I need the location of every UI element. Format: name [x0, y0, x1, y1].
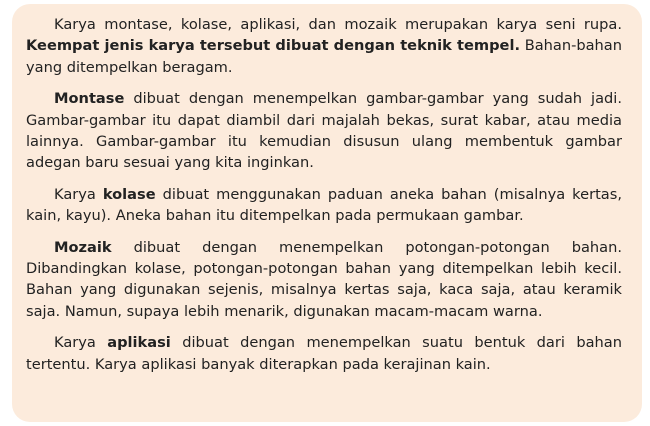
term-mozaik: Mozaik — [54, 238, 112, 256]
aplikasi-prefix: Karya — [54, 334, 108, 352]
info-card — [12, 4, 642, 422]
intro-text-2: Bahan-bahan yang ditempelkan beragam. — [26, 37, 623, 76]
paragraph-aplikasi — [26, 332, 622, 375]
mozaik-description: dibuat dengan menempelkan potongan-potongan bahan. Dibandingkan kolase, potongan-potongan bahan yang ditempelkan lebih kecil. Bahan yang digunakan sejenis, misalnya kertas saja, kaca saja, atau keramik saja. Namun, supaya lebih menarik, digunakan macam-macam warna. — [26, 238, 622, 320]
term-montase: Montase — [54, 90, 125, 108]
paragraph-intro — [26, 14, 622, 78]
term-kolase: kolase — [102, 185, 156, 203]
term-aplikasi: aplikasi — [107, 334, 171, 352]
intro-emphasis: Keempat jenis karya tersebut dibuat dengan teknik tempel. — [26, 37, 520, 55]
aplikasi-description: dibuat dengan menempelkan suatu bentuk dari bahan tertentu. Karya aplikasi banyak diterapkan pada kerajinan kain. — [26, 334, 622, 373]
paragraph-montase — [26, 88, 622, 174]
paragraph-kolase — [26, 184, 622, 227]
kolase-description: dibuat menggunakan paduan aneka bahan (misalnya kertas, kain, kayu). Aneka bahan itu ditempelkan pada permukaan gambar. — [26, 185, 622, 225]
kolase-prefix: Karya — [54, 185, 103, 203]
intro-text-1: Karya montase, kolase, aplikasi, dan mozaik merupakan karya seni rupa. — [54, 16, 622, 33]
montase-description: dibuat dengan menempelkan gambar-gambar yang sudah jadi. Gambar-gambar itu dapat diambil dari majalah bekas, surat kabar, atau media lainnya. Gambar-gambar itu kemudian disusun ulang membentuk gambar adegan baru sesuai yang kita inginkan. — [26, 90, 622, 172]
paragraph-mozaik — [26, 237, 622, 323]
